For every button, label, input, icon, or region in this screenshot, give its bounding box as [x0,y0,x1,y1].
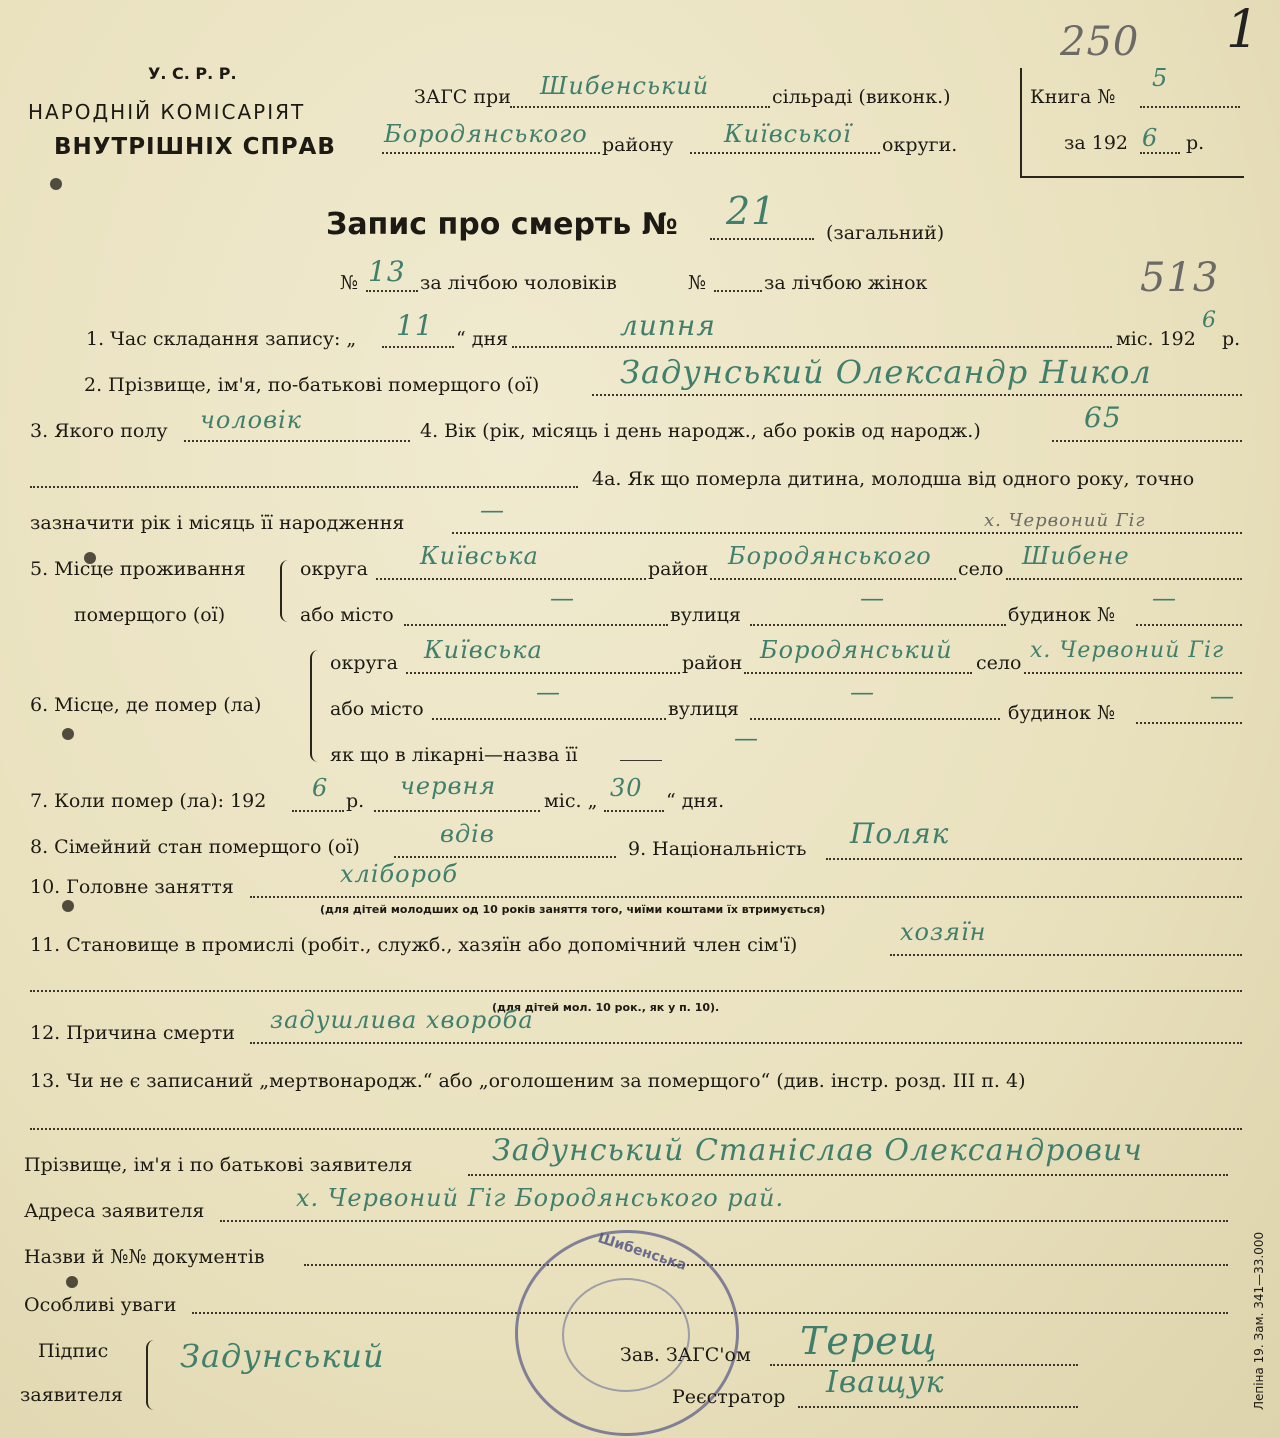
field11-label: 11. Становище в промислі (робіт., служб., хазяїн або допомічний член сім'ї) [30,934,798,956]
field7-mis: міс. „ [544,790,598,812]
record-title: Запис про смерть № [326,207,678,242]
num-men-label: за лічбою чоловіків [420,272,617,294]
book-year-value: 6 [1142,124,1159,152]
field1-mis: міс. 192 [1116,328,1196,350]
field1-label: 1. Час складання запису: „ [86,328,357,350]
record-number: 21 [726,189,777,233]
field5-okruha-label: округа [300,558,368,580]
field13-line [30,1128,1242,1130]
field8-line [394,856,616,858]
field5-misto-line [404,624,668,626]
field5-okruha-line [376,578,646,580]
registrar-signature: Іващук [826,1365,945,1400]
punch-hole [62,900,74,912]
applicant-address-line [220,1220,1228,1222]
field4a-line-top [30,486,578,488]
punch-hole [62,728,74,740]
book-year-line [1140,152,1180,154]
field2-value: Задунський Олександр Никол [620,353,1152,391]
header-ministry-line1: НАРОДНІЙ КОМІСАРІЯТ [28,100,306,124]
field1-r: р. [1222,328,1241,350]
field4-value: 65 [1084,401,1122,434]
record-number-line [710,238,814,240]
applicant-address: х. Червоний Гіг Бородянського рай. [296,1184,785,1212]
field5-selo-label: село [958,558,1004,580]
field6-okruha-label: округа [330,652,398,674]
field4a-pencil-note: х. Червоний Гіг [984,510,1146,531]
official-seal-inner [562,1278,690,1392]
field3-value: чоловік [200,406,303,434]
field6-budynok-line [1136,722,1242,724]
field6-okruha: Київська [424,636,543,664]
book-label: Книга № [1030,86,1116,108]
field6-hospital: — [734,724,759,752]
field6-budynok-label: будинок № [1008,702,1115,724]
seal-text: Шибенська [595,1230,689,1274]
field7-month-line [374,810,540,812]
applicant-name-label: Прізвище, ім'я і по батькові заявителя [24,1154,413,1176]
field4a-value: — [480,496,505,524]
field7-day: 30 [610,774,643,802]
corner-number: 250 [1060,19,1140,65]
field2-label: 2. Прізвище, ім'я, по-батькові померщого (ої) [84,374,540,396]
applicant-name-line [468,1174,1228,1176]
field9-line [826,858,1242,860]
record-general: (загальний) [826,222,945,244]
field10-label: 10. Головне заняття [30,876,234,898]
field11-line2 [30,990,1242,992]
field7-year-line [292,810,344,812]
book-year-prefix: за 192 [1064,132,1128,154]
field4-line [1052,440,1242,442]
book-value: 5 [1152,64,1169,92]
field7-r: р. [346,790,365,812]
side-number: 513 [1140,255,1220,301]
print-info: Лепіна 19. Зам. 341—33.000 [1252,1231,1266,1410]
book-line [1140,106,1240,108]
field10-line [250,896,1242,898]
field6-misto-label: або місто [330,698,424,720]
field13-label: 13. Чи не є записаний „мертвонародж.“ або „оголошеним за померщого“ (див. інстр. розд. III п. 4) [30,1070,1026,1092]
notes-label: Особливі уваги [24,1294,177,1316]
field5-misto: — [550,584,575,612]
field7-month: червня [400,772,497,800]
num-women-label: за лічбою жінок [764,272,928,294]
field11-line [890,954,1242,956]
documents-line [304,1264,1228,1266]
field4a-line [452,532,1242,534]
field11-note: (для дітей мол. 10 рок., як у п. 10). [492,1001,720,1014]
signature-label-1: Підпис [38,1340,109,1362]
field6-vulytsia-label: вулиця [668,698,739,720]
num-men-prefix: № [340,272,358,294]
field12-label: 12. Причина смерти [30,1022,235,1044]
field6-raion: Бородянський [760,636,953,664]
head-label: Зав. ЗАГС'ом [620,1344,751,1366]
zags-pri-value: Шибенський [540,72,710,100]
field5-raion-line [710,578,956,580]
zags-pri-line [510,106,770,108]
field9-value: Поляк [850,817,950,850]
book-box [1020,64,1244,178]
field12-value: задушлива хвороба [270,1006,534,1034]
num-men-value: 13 [368,255,406,288]
registrar-label: Реєстратор [672,1386,786,1408]
head-signature: Терещ [800,1319,938,1363]
signature-label-2: заявителя [20,1384,123,1406]
header-ministry-line2: ВНУТРІШНІХ СПРАВ [54,134,336,160]
field6-selo-line [1024,672,1242,674]
field1-day: 11 [396,309,434,342]
okruha-line [690,152,880,154]
field7-dnia: “ дня. [666,790,725,812]
corner-mark: 1 [1226,0,1261,60]
field7-year: 6 [312,774,329,802]
okruha-value: Київської [724,120,852,148]
punch-hole [50,178,62,190]
field6-hospital-line [620,760,662,761]
field10-value: хлібороб [340,860,459,888]
field5-okruha: Київська [420,542,539,570]
field2-line [592,394,1242,396]
field6-selo: х. Червоний Гіг [1030,638,1225,663]
raion-value: Бородянського [384,120,588,148]
field5-vulytsia-line [750,624,1006,626]
field5-raion-label: район [648,558,709,580]
field6-bracket [310,650,322,762]
num-men-line [366,290,418,292]
documents-label: Назви й №№ документів [24,1246,265,1268]
field6-misto-line [432,718,666,720]
field6-raion-label: район [682,652,743,674]
applicant-address-label: Адреса заявителя [24,1200,205,1222]
field6-label: 6. Місце, де помер (ла) [30,694,262,716]
book-year-suffix: р. [1186,132,1205,154]
field5-budynok: — [1152,584,1177,612]
num-women-prefix: № [688,272,706,294]
field1-day-line [382,346,454,348]
field5-vulytsia: — [860,584,885,612]
field5-raion: Бородянського [728,542,932,570]
num-women-line [714,290,762,292]
field1-dnia: “ дня [456,328,509,350]
field3-label: 3. Якого полу [30,420,168,442]
punch-hole [66,1276,78,1288]
field6-vulytsia-line [750,718,1000,720]
field6-okruha-line [406,672,680,674]
field8-label: 8. Сімейний стан померщого (ої) [30,836,360,858]
field4a-label: 4а. Як що померла дитина, молодша від одного року, точно [592,468,1195,490]
field12-line [250,1042,1242,1044]
raionu-label: району [602,134,674,156]
field1-year: 6 [1202,308,1217,333]
field7-day-line [604,810,664,812]
field10-note: (для дітей молодших од 10 років заняття того, чиїми коштами їх втримується) [320,903,826,916]
applicant-signature: Задунський [180,1337,385,1375]
silradi-label: сільраді (виконк.) [772,86,951,108]
field1-month-line [512,346,1112,348]
field6-hospital-label: як що в лікарні—назва її [330,744,578,766]
field5-budynok-label: будинок № [1008,604,1115,626]
registrar-line [798,1406,1078,1408]
field6-misto: — [536,678,561,706]
field4-label: 4. Вік (рік, місяць і день народж., або років од народж.) [420,420,981,442]
field1-month: липня [620,309,716,342]
field3-line [184,440,410,442]
field9-label: 9. Національність [628,838,807,860]
field6-selo-label: село [976,652,1022,674]
field4a-label2: зазначити рік і місяць її народження [30,512,405,534]
field5-selo: Шибене [1022,542,1130,570]
field5-vulytsia-label: вулиця [670,604,741,626]
zags-pri-label: ЗАГС при [414,86,511,108]
applicant-name: Задунський Станіслав Олександрович [492,1133,1143,1168]
raion-line [382,152,600,154]
header-ussr: У. С. Р. Р. [148,64,237,83]
field6-raion-line [744,672,972,674]
field5-bracket [280,560,292,622]
field11-value: хозяїн [900,918,987,946]
field5-selo-line [1006,578,1242,580]
field5-misto-label: або місто [300,604,394,626]
signature-bracket [146,1340,156,1410]
okruhy-label: округи. [882,134,958,156]
field5-budynok-line [1136,624,1242,626]
field5-label: 5. Місце проживання [30,558,246,580]
field8-value: вдів [440,820,495,848]
field7-label: 7. Коли помер (ла): 192 [30,790,267,812]
field6-budynok: — [1210,682,1235,710]
field6-vulytsia: — [850,678,875,706]
field5-label2: померщого (ої) [74,604,226,626]
